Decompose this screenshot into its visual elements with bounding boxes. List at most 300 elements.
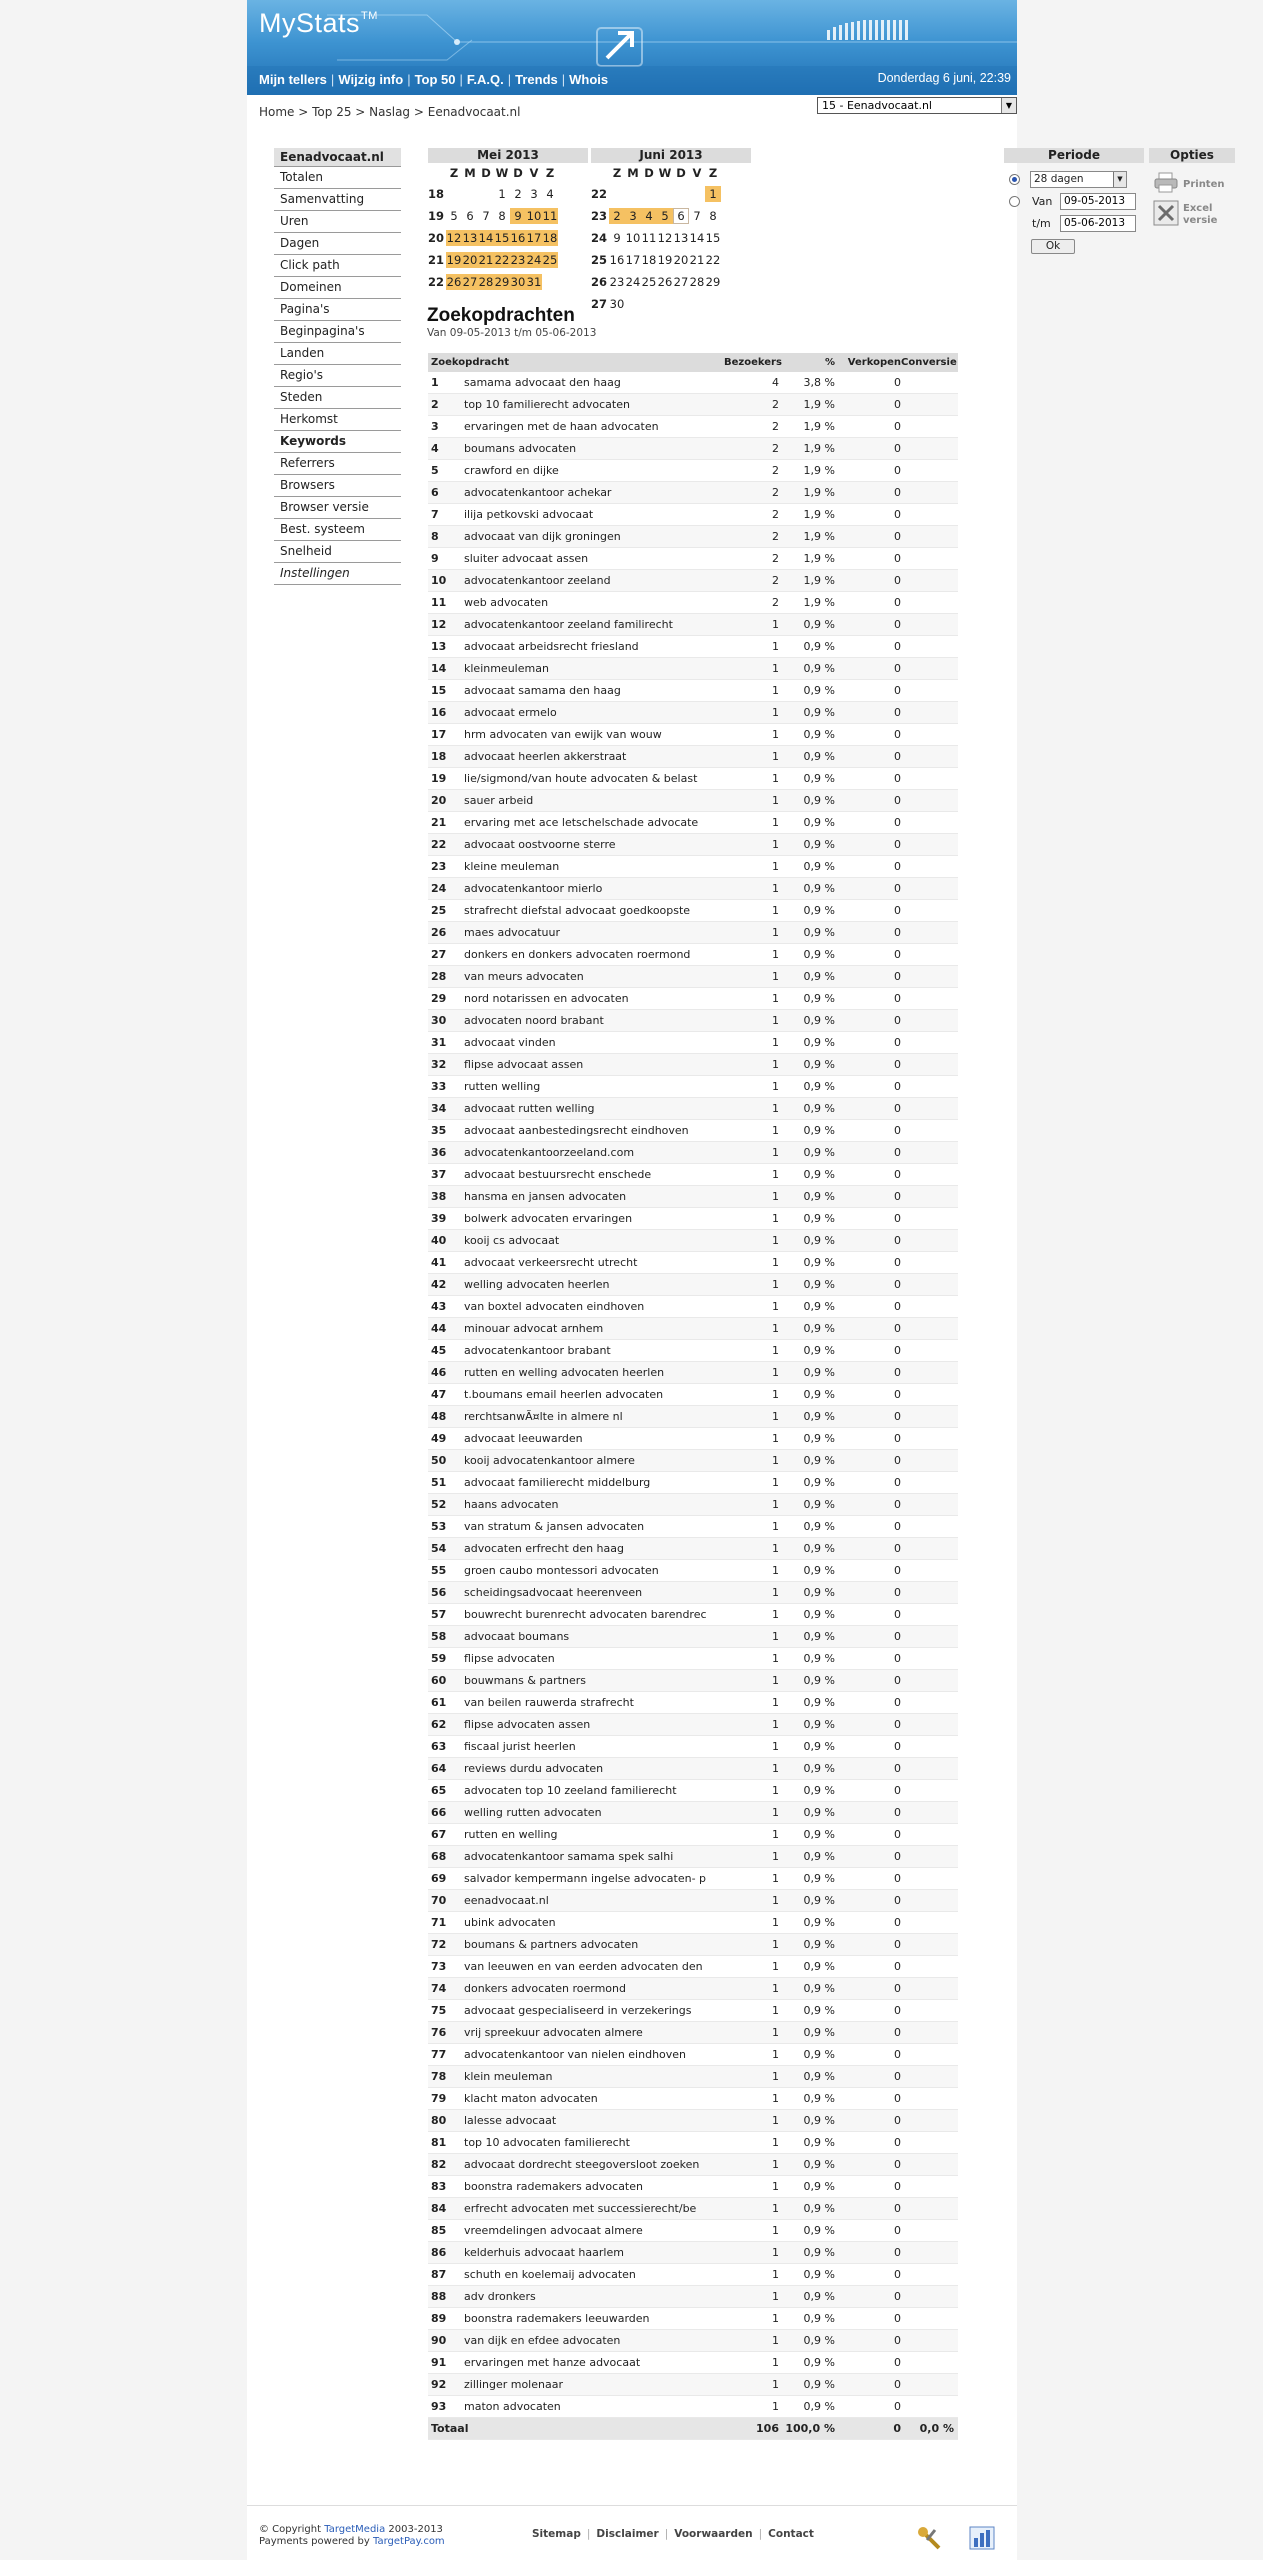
calendar-day[interactable]: 27: [673, 275, 689, 289]
row-query[interactable]: van beilen rauwerda strafrecht: [464, 1696, 634, 1709]
row-query[interactable]: ervaringen met hanze advocaat: [464, 2356, 641, 2369]
row-sales: 0: [894, 1828, 901, 1841]
row-query[interactable]: advocaat van dijk groningen: [464, 530, 621, 543]
calendar-day[interactable]: 30: [510, 275, 526, 289]
row-visitors: 1: [772, 1212, 779, 1225]
calendar-day[interactable]: 12: [657, 231, 673, 245]
period-custom-radio[interactable]: [1009, 196, 1020, 207]
row-query[interactable]: advocaat bestuursrecht enschede: [464, 1168, 652, 1181]
calendar-day[interactable]: 28: [689, 275, 705, 289]
row-query[interactable]: boonstra rademakers advocaten: [464, 2180, 643, 2193]
calendar-day[interactable]: 23: [609, 275, 625, 289]
row-query[interactable]: bouwrecht burenrecht advocaten barendrec: [464, 1608, 707, 1621]
row-query[interactable]: van leeuwen en van eerden advocaten den: [464, 1960, 703, 1973]
nav-separator: |: [507, 72, 512, 87]
row-query[interactable]: donkers en donkers advocaten roermond: [464, 948, 691, 961]
row-query[interactable]: kleine meuleman: [464, 860, 560, 873]
sidebar-item-landen[interactable]: Landen: [274, 343, 401, 365]
row-rank: 17: [431, 728, 447, 741]
row-query[interactable]: t.boumans email heerlen advocaten: [464, 1388, 664, 1401]
printer-icon[interactable]: [1153, 171, 1179, 193]
row-query[interactable]: van meurs advocaten: [464, 970, 584, 983]
calendar-day[interactable]: 4: [641, 208, 657, 224]
table-row: [428, 1076, 958, 1098]
breadcrumb-item[interactable]: Top 25: [312, 105, 352, 119]
calendar-day[interactable]: 22: [705, 253, 721, 267]
table-row: [428, 1956, 958, 1978]
row-query[interactable]: strafrecht diefstal advocaat goedkoopste: [464, 904, 691, 917]
calendar-week-row: [591, 208, 751, 224]
calendar-day[interactable]: 5: [450, 209, 458, 223]
row-rank: 89: [431, 2312, 447, 2325]
row-percent: 0,9 %: [803, 1388, 835, 1401]
breadcrumb-separator: >: [410, 105, 428, 119]
sidebar-item-best-systeem[interactable]: Best. systeem: [274, 519, 401, 541]
row-rank: 63: [431, 1740, 447, 1753]
row-query[interactable]: advocaat heerlen akkerstraat: [464, 750, 627, 763]
row-rank: 11: [431, 596, 447, 609]
calendar-day[interactable]: 18: [542, 231, 558, 245]
table-row: [428, 856, 958, 878]
row-query[interactable]: rutten en welling advocaten heerlen: [464, 1366, 665, 1379]
calendar-week-row: [428, 274, 588, 290]
row-percent: 0,9 %: [803, 1762, 835, 1775]
table-row: [428, 1538, 958, 1560]
row-visitors: 1: [772, 1124, 779, 1137]
row-sales: 0: [894, 1036, 901, 1049]
calendar-day[interactable]: 18: [641, 253, 657, 267]
table-row: [428, 1252, 958, 1274]
calendar-day[interactable]: 31: [526, 275, 542, 289]
row-percent: 1,9 %: [803, 420, 835, 433]
column-header-query[interactable]: Zoekopdracht: [431, 357, 509, 368]
calendar-day[interactable]: 19: [657, 253, 673, 267]
row-query[interactable]: samama advocaat den haag: [464, 376, 621, 389]
row-query[interactable]: advocaat oostvoorne sterre: [464, 838, 616, 851]
row-percent: 0,9 %: [803, 1916, 835, 1929]
excel-icon[interactable]: [1153, 200, 1179, 226]
row-sales: 0: [894, 2312, 901, 2325]
print-link[interactable]: Printen: [1183, 179, 1225, 190]
sidebar-item-instellingen[interactable]: Instellingen: [274, 563, 401, 585]
row-rank: 48: [431, 1410, 447, 1423]
breadcrumb: [259, 105, 520, 119]
calendar-day[interactable]: 15: [494, 231, 510, 245]
row-query[interactable]: advocaat aanbestedingsrecht eindhoven: [464, 1124, 689, 1137]
row-query[interactable]: advocatenkantoorzeeland.com: [464, 1146, 635, 1159]
calendar-day[interactable]: 28: [478, 275, 494, 289]
row-query[interactable]: advocaat samama den haag: [464, 684, 621, 697]
row-query[interactable]: top 10 familierecht advocaten: [464, 398, 630, 411]
row-query[interactable]: zillinger molenaar: [464, 2378, 563, 2391]
table-row: [428, 922, 958, 944]
row-visitors: 1: [772, 2004, 779, 2017]
row-query[interactable]: advocaat ermelo: [464, 706, 557, 719]
row-query[interactable]: advocaat boumans: [464, 1630, 570, 1643]
calendar-day[interactable]: 13: [462, 231, 478, 245]
row-sales: 0: [894, 398, 901, 411]
row-rank: 21: [431, 816, 447, 829]
calendar-day[interactable]: 24: [526, 253, 542, 267]
footer-copyright: © Copyright TargetMedia 2003-2013 Payments powered by TargetPay.com: [259, 2524, 445, 2547]
row-query[interactable]: kelderhuis advocaat haarlem: [464, 2246, 624, 2259]
row-query[interactable]: fiscaal jurist heerlen: [464, 1740, 576, 1753]
calendar-day[interactable]: 11: [542, 209, 558, 223]
row-query[interactable]: salvador kempermann ingelse advocaten- p: [464, 1872, 707, 1885]
row-query[interactable]: vrij spreekuur advocaten almere: [464, 2026, 643, 2039]
row-percent: 0,9 %: [803, 1124, 835, 1137]
calendar-day[interactable]: 1: [498, 187, 506, 201]
row-query[interactable]: bouwmans & partners: [464, 1674, 586, 1687]
calendar-day[interactable]: 5: [657, 208, 673, 224]
row-sales: 0: [894, 1696, 901, 1709]
row-query[interactable]: minouar advocat arnhem: [464, 1322, 604, 1335]
weekday-header: V: [692, 166, 702, 180]
row-query[interactable]: sluiter advocaat assen: [464, 552, 589, 565]
calendar-day[interactable]: 15: [705, 231, 721, 245]
sidebar-item-referrers[interactable]: Referrers: [274, 453, 401, 475]
row-rank: 90: [431, 2334, 447, 2347]
calendar-day[interactable]: 16: [510, 231, 526, 245]
column-header-conversion[interactable]: Conversie: [901, 357, 957, 368]
row-query[interactable]: flipse advocaten: [464, 1652, 555, 1665]
calendar-day[interactable]: 22: [494, 253, 510, 267]
row-query[interactable]: advocaat gespecialiseerd in verzekerings: [464, 2004, 692, 2017]
row-rank: 76: [431, 2026, 447, 2039]
row-query[interactable]: advocatenkantoor zeeland familirecht: [464, 618, 673, 631]
row-query[interactable]: kooij cs advocaat: [464, 1234, 560, 1247]
sidebar-item-beginpagina-s[interactable]: Beginpagina's: [274, 321, 401, 343]
footer-link-contact[interactable]: Contact: [768, 2528, 814, 2540]
row-sales: 0: [894, 1190, 901, 1203]
calendar-day[interactable]: 17: [526, 231, 542, 245]
table-row: [428, 1714, 958, 1736]
calendar-day[interactable]: 29: [705, 275, 721, 289]
week-number: 25: [591, 253, 608, 267]
row-query[interactable]: ervaring met ace letschelschade advocate: [464, 816, 699, 829]
row-percent: 0,9 %: [803, 948, 835, 961]
row-query[interactable]: reviews durdu advocaten: [464, 1762, 604, 1775]
row-query[interactable]: van boxtel advocaten eindhoven: [464, 1300, 645, 1313]
sidebar-item-click-path[interactable]: Click path: [274, 255, 401, 277]
week-number: 22: [591, 187, 608, 201]
row-query[interactable]: advocaat rutten welling: [464, 1102, 595, 1115]
calendar-day[interactable]: 6: [466, 209, 474, 223]
sidebar-item-totalen[interactable]: Totalen: [274, 167, 401, 189]
row-query[interactable]: advocaat arbeidsrecht friesland: [464, 640, 639, 653]
targetmedia-link[interactable]: TargetMedia: [324, 2524, 386, 2535]
calendar-day[interactable]: 1: [705, 186, 721, 202]
row-visitors: 2: [772, 464, 779, 477]
row-query[interactable]: rerchtsanwÃ¤lte in almere nl: [464, 1410, 623, 1423]
breadcrumb-item[interactable]: Home: [259, 105, 295, 119]
row-query[interactable]: klacht maton advocaten: [464, 2092, 598, 2105]
calendar-day[interactable]: 23: [510, 253, 526, 267]
row-query[interactable]: web advocaten: [464, 596, 549, 609]
week-number: 20: [428, 231, 445, 245]
sidebar-item-steden[interactable]: Steden: [274, 387, 401, 409]
calendar-day[interactable]: 7: [693, 209, 701, 223]
app-logo[interactable]: MyStats™: [259, 8, 378, 38]
calendar-day[interactable]: 11: [641, 231, 657, 245]
row-query[interactable]: boumans & partners advocaten: [464, 1938, 639, 1951]
sidebar-item-samenvatting[interactable]: Samenvatting: [274, 189, 401, 211]
stats-chart-icon[interactable]: [969, 2526, 995, 2550]
row-query[interactable]: advocaat verkeersrecht utrecht: [464, 1256, 638, 1269]
weekday-header: D: [676, 166, 686, 180]
row-visitors: 1: [772, 1278, 779, 1291]
nav-item-top-50[interactable]: Top 50: [414, 72, 456, 87]
row-query[interactable]: van stratum & jansen advocaten: [464, 1520, 645, 1533]
row-sales: 0: [894, 948, 901, 961]
calendar-empty: [478, 186, 494, 202]
row-query[interactable]: advocatenkantoor samama spek salhi: [464, 1850, 674, 1863]
row-query[interactable]: top 10 advocaten familierecht: [464, 2136, 630, 2149]
row-visitors: 4: [772, 376, 779, 389]
breadcrumb-item[interactable]: Naslag: [369, 105, 411, 119]
row-query[interactable]: advocatenkantoor brabant: [464, 1344, 611, 1357]
row-query[interactable]: welling advocaten heerlen: [464, 1278, 610, 1291]
row-query[interactable]: ilija petkovski advocaat: [464, 508, 594, 521]
calendar-day[interactable]: 10: [526, 209, 542, 223]
table-row: [428, 680, 958, 702]
week-number: 22: [428, 275, 445, 289]
row-query[interactable]: donkers advocaten roermond: [464, 1982, 626, 1995]
ok-button[interactable]: Ok: [1031, 239, 1075, 254]
row-query[interactable]: advocatenkantoor mierlo: [464, 882, 603, 895]
calendar-day[interactable]: 16: [609, 253, 625, 267]
calendar-day[interactable]: 4: [546, 187, 554, 201]
calendar-day[interactable]: 25: [641, 275, 657, 289]
calendar-day[interactable]: 27: [462, 275, 478, 289]
row-visitors: 1: [772, 2378, 779, 2391]
row-query[interactable]: kooij advocatenkantoor almere: [464, 1454, 635, 1467]
calendar-day[interactable]: 12: [446, 231, 462, 245]
row-query[interactable]: adv dronkers: [464, 2290, 536, 2303]
row-percent: 0,9 %: [803, 618, 835, 631]
week-number: 23: [591, 209, 608, 223]
row-sales: 0: [894, 442, 901, 455]
calendar-day[interactable]: 9: [510, 208, 526, 224]
row-query[interactable]: sauer arbeid: [464, 794, 534, 807]
row-visitors: 1: [772, 618, 779, 631]
calendar-day[interactable]: 26: [657, 275, 673, 289]
row-percent: 0,9 %: [803, 1190, 835, 1203]
row-query[interactable]: groen caubo montessori advocaten: [464, 1564, 659, 1577]
row-query[interactable]: haans advocaten: [464, 1498, 559, 1511]
row-sales: 0: [894, 1146, 901, 1159]
row-sales: 0: [894, 992, 901, 1005]
row-query[interactable]: ervaringen met de haan advocaten: [464, 420, 659, 433]
row-query[interactable]: maton advocaten: [464, 2400, 561, 2413]
row-query[interactable]: rutten en welling: [464, 1828, 558, 1841]
table-row: [428, 1780, 958, 1802]
row-query[interactable]: kleinmeuleman: [464, 662, 549, 675]
row-sales: 0: [894, 1344, 901, 1357]
sidebar-item-snelheid[interactable]: Snelheid: [274, 541, 401, 563]
calendar-day[interactable]: 2: [609, 208, 625, 224]
row-query[interactable]: vreemdelingen advocaat almere: [464, 2224, 643, 2237]
row-visitors: 2: [772, 508, 779, 521]
calendar-day[interactable]: 17: [625, 253, 641, 267]
footer-link-disclaimer[interactable]: Disclaimer: [596, 2528, 659, 2540]
row-query[interactable]: hansma en jansen advocaten: [464, 1190, 627, 1203]
row-query[interactable]: advocaten erfrecht den haag: [464, 1542, 624, 1555]
calendar-day[interactable]: 20: [462, 253, 478, 267]
row-percent: 0,9 %: [803, 1410, 835, 1423]
nav-item-f-a-q[interactable]: F.A.Q.: [466, 72, 504, 87]
calendar-day[interactable]: 14: [689, 231, 705, 245]
row-query[interactable]: nord notarissen en advocaten: [464, 992, 629, 1005]
nav-item-trends[interactable]: Trends: [515, 72, 558, 87]
calendar-day[interactable]: 26: [446, 275, 462, 289]
table-row: [428, 372, 958, 394]
calendar-day[interactable]: 24: [625, 275, 641, 289]
sidebar-item-regio-s[interactable]: Regio's: [274, 365, 401, 387]
tools-icon[interactable]: [917, 2526, 943, 2550]
row-sales: 0: [894, 2290, 901, 2303]
row-query[interactable]: advocaat vinden: [464, 1036, 556, 1049]
row-query[interactable]: advocaat familierecht middelburg: [464, 1476, 651, 1489]
row-query[interactable]: lalesse advocaat: [464, 2114, 557, 2127]
keywords-table: [428, 353, 958, 2440]
row-query[interactable]: advocatenkantoor achekar: [464, 486, 612, 499]
table-row: [428, 1296, 958, 1318]
row-query[interactable]: scheidingsadvocaat heerenveen: [464, 1586, 643, 1599]
nav-item-whois[interactable]: Whois: [569, 72, 609, 87]
table-row: [428, 460, 958, 482]
row-sales: 0: [894, 486, 901, 499]
row-query[interactable]: boumans advocaten: [464, 442, 577, 455]
targetpay-link[interactable]: TargetPay.com: [373, 2536, 445, 2547]
period-preset-select[interactable]: 28 dagen ▼: [1030, 171, 1127, 188]
sidebar-item-domeinen[interactable]: Domeinen: [274, 277, 401, 299]
nav-item-mijn-tellers[interactable]: Mijn tellers: [259, 72, 327, 87]
row-query[interactable]: welling rutten advocaten: [464, 1806, 602, 1819]
row-percent: 0,9 %: [803, 2378, 835, 2391]
row-query[interactable]: schuth en koelemaij advocaten: [464, 2268, 636, 2281]
calendar-day[interactable]: 25: [542, 253, 558, 267]
footer-link-sitemap[interactable]: Sitemap: [532, 2528, 581, 2540]
start-date-input[interactable]: 09-05-2013: [1060, 193, 1136, 210]
calendar-day[interactable]: 3: [625, 208, 641, 224]
row-sales: 0: [894, 2334, 901, 2347]
row-query[interactable]: hrm advocaten van ewijk van wouw: [464, 728, 662, 741]
footer-link-voorwaarden[interactable]: Voorwaarden: [674, 2528, 753, 2540]
row-query[interactable]: boonstra rademakers leeuwarden: [464, 2312, 650, 2325]
table-row: [428, 768, 958, 790]
week-number: 18: [428, 187, 445, 201]
calendar-day[interactable]: 19: [446, 253, 462, 267]
row-visitors: 1: [772, 2114, 779, 2127]
column-header-percent[interactable]: %: [824, 357, 835, 368]
table-row: [428, 1626, 958, 1648]
row-visitors: 1: [772, 926, 779, 939]
calendar-empty: [673, 186, 689, 202]
row-query[interactable]: erfrecht advocaten met successierecht/be: [464, 2202, 697, 2215]
row-query[interactable]: advocatenkantoor van nielen eindhoven: [464, 2048, 687, 2061]
site-select[interactable]: 15 - Eenadvocaat.nl ▼: [817, 97, 1017, 114]
calendar-empty: [542, 274, 558, 290]
calendar-empty: [705, 296, 721, 312]
calendar-day[interactable]: 29: [494, 275, 510, 289]
sidebar-item-keywords[interactable]: Keywords: [274, 431, 401, 453]
row-query[interactable]: van dijk en efdee advocaten: [464, 2334, 621, 2347]
row-query[interactable]: rutten welling: [464, 1080, 541, 1093]
row-query[interactable]: lie/sigmond/van houte advocaten & belast: [464, 772, 698, 785]
row-query[interactable]: flipse advocaten assen: [464, 1718, 591, 1731]
row-query[interactable]: advocaat dordrecht steegoversloot zoeken: [464, 2158, 700, 2171]
row-visitors: 1: [772, 1256, 779, 1269]
row-percent: 0,9 %: [803, 640, 835, 653]
row-query[interactable]: flipse advocaat assen: [464, 1058, 584, 1071]
column-header-visitors[interactable]: Bezoekers: [724, 357, 782, 368]
page-container: [247, 0, 1225, 2560]
calendar-day[interactable]: 21: [689, 253, 705, 267]
calendar-day[interactable]: 10: [625, 231, 641, 245]
calendar-day[interactable]: 8: [498, 209, 506, 223]
period-preset-radio[interactable]: [1009, 174, 1020, 185]
total-conversion: 0,0 %: [919, 2422, 954, 2435]
row-query[interactable]: crawford en dijke: [464, 464, 559, 477]
sidebar-item-browsers[interactable]: Browsers: [274, 475, 401, 497]
row-query[interactable]: advocaat leeuwarden: [464, 1432, 583, 1445]
calendar-day[interactable]: 20: [673, 253, 689, 267]
row-query[interactable]: bolwerk advocaten ervaringen: [464, 1212, 633, 1225]
row-sales: 0: [894, 816, 901, 829]
sidebar-item-uren[interactable]: Uren: [274, 211, 401, 233]
calendar-day[interactable]: 2: [514, 187, 522, 201]
table-row: [428, 1054, 958, 1076]
excel-link[interactable]: Excel versie: [1183, 203, 1218, 226]
row-query[interactable]: maes advocatuur: [464, 926, 560, 939]
sidebar-item-dagen[interactable]: Dagen: [274, 233, 401, 255]
sidebar-item-browser-versie[interactable]: Browser versie: [274, 497, 401, 519]
calendar-day[interactable]: 8: [709, 209, 717, 223]
row-query[interactable]: klein meuleman: [464, 2070, 553, 2083]
calendar-day[interactable]: 7: [482, 209, 490, 223]
column-header-sales[interactable]: Verkopen: [847, 357, 901, 368]
row-visitors: 1: [772, 838, 779, 851]
row-visitors: 1: [772, 992, 779, 1005]
row-query[interactable]: eenadvocaat.nl: [464, 1894, 549, 1907]
nav-item-wijzig-info[interactable]: Wijzig info: [338, 72, 404, 87]
calendar-day[interactable]: 9: [613, 231, 621, 245]
calendar-day[interactable]: 3: [530, 187, 538, 201]
footer-links: [532, 2528, 814, 2540]
calendar-day[interactable]: 6: [673, 208, 689, 224]
row-query[interactable]: advocatenkantoor zeeland: [464, 574, 611, 587]
calendar-day[interactable]: 30: [609, 297, 625, 311]
weekday-header: Z: [449, 166, 459, 180]
calendar-day[interactable]: 14: [478, 231, 494, 245]
row-percent: 0,9 %: [803, 2180, 835, 2193]
calendar-day[interactable]: 13: [673, 231, 689, 245]
row-rank: 13: [431, 640, 447, 653]
row-visitors: 2: [772, 398, 779, 411]
row-query[interactable]: ubink advocaten: [464, 1916, 556, 1929]
row-rank: 33: [431, 1080, 447, 1093]
row-query[interactable]: advocaten noord brabant: [464, 1014, 604, 1027]
row-percent: 0,9 %: [803, 1564, 835, 1577]
total-label: Totaal: [431, 2422, 469, 2435]
row-rank: 19: [431, 772, 447, 785]
end-date-input[interactable]: 05-06-2013: [1060, 215, 1136, 232]
calendar-day[interactable]: 21: [478, 253, 494, 267]
sidebar-item-herkomst[interactable]: Herkomst: [274, 409, 401, 431]
sidebar-item-pagina-s[interactable]: Pagina's: [274, 299, 401, 321]
row-query[interactable]: advocaten top 10 zeeland familierecht: [464, 1784, 677, 1797]
